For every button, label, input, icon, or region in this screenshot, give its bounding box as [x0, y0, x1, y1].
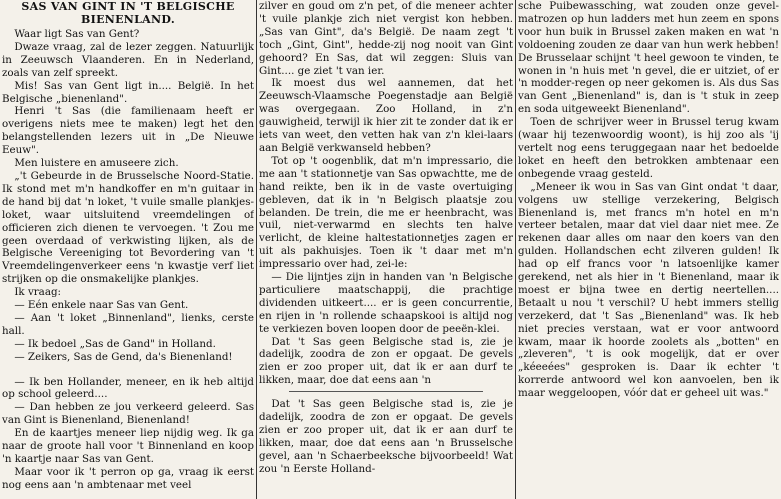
column-2 — [259, 0, 513, 499]
dialogue-line: — Aan 't loket „Binnenland", lienks, cerste hall. — [2, 311, 254, 337]
paragraph: Mis! Sas van Gent ligt in.... België. In het Belgische „bienenland". — [2, 79, 254, 105]
paragraph: Tot op 't oogenblik, dat m'n impressario, die me aan 't stationnetje van Sas opwachtte, me de hand reikte, ben ik in de vaste overtuiging gebleven, dat ik in 'n Belgisch plaatsje zou belanden. De trein, die me er heenbracht, was vuil, niet-verwarmd en slechts ten halve verlicht, de kleine haltestationnetjes zagen er uit als pakhuisjes. Toen ik 't daar met m'n impressario over had, zei-le: — [259, 154, 513, 271]
paragraph: Maar voor ik 't perron op ga, vraag ik eerst nog eens aan 'n ambtenaar met veel — [2, 465, 254, 491]
article-title-line-2: BIENENLAND. — [81, 13, 175, 26]
paragraph: „'t Gebeurde in de Brusselsche Noord-Statie. Ik stond met m'n handkoffer en m'n guitaar in de hand bij dat 'n loket, 't vuile smalle plankjes-loket, waar uitsluitend vreemdelingen of officieren zich dienen te vervoegen. 't Zou me geen overdaad of verkwisting lijken, als de Belgische Vereeniging tot Bevordering van 't Vreemdelingenverkeer eens 'n kwastje verf liet strijken op die onsmakelijke plankjes. — [2, 169, 254, 286]
paragraph: Ik moest dus wel aannemen, dat het Zeeuwsch-Vlaamsche Poegenstadje aan België was overgegaan. Zoo Holland, in z'n gauwigheid, terwijl ik hier zit te zonder dat ik er iets van weet, den vetten hak van z'n klei-laars aan België verkwanseld hebben? — [259, 77, 513, 154]
section-divider — [289, 391, 483, 392]
column-3 — [518, 0, 779, 499]
paragraph: En de kaartjes meneer liep nijdig weg. Ik ga naar de groote hall voor 't Binnenland en koop 'n kaartje naar Sas van Gent. — [2, 427, 254, 465]
dialogue-line: — Ik bedoel „Sas de Gand" in Holland. — [14, 337, 216, 350]
paragraph: Dat 't Sas geen Belgische stad is, zie je dadelijk, zoodra de zon er opgaat. De gevels zien er zoo proper uit, dat ik er aan durf te likken, maar, doe dat eens aan 'n — [259, 335, 513, 387]
column-divider — [256, 0, 257, 499]
paragraph: — Die lijntjes zijn in handen van 'n Belgische particuliere maatschappij, die prachtige dividenden uitkeert.... er is geen concurrentie, en rijen in 'n rollende schaapskooi is altijd nog te verkiezen boven loopen door de peeën-klei. — [259, 271, 513, 335]
paragraph: Dwaze vraag, zal de lezer zeggen. Natuurlijk in Zeeuwsch Vlaanderen. En in Nederland, zoals van zelf spreekt. — [2, 40, 254, 79]
dialogue-line: — Eén enkele naar Sas van Gent. — [14, 299, 189, 312]
column-1 — [2, 0, 254, 499]
dialogue-line: — Ik ben Hollander, meneer, en ik heb altijd op school geleerd.... — [2, 375, 254, 401]
paragraph: Dat 't Sas geen Belgische stad is, zie je dadelijk, zoodra de zon er opgaat. De gevels zien er zoo proper uit, dat ik er aan durf te likken, maar, doe dat eens aan 'n Brusselsche gevel, aan 'n Schaerbeeksche bijvoorbeeld! Wat zou 'n Eerste Holland- — [259, 398, 513, 475]
paragraph: sche Puibewassching, wat zouden onze gevel-matrozen op hun ladders met hun zeem en spons voor hun buik in Brussel zaken maken en wat 'n voldoening zouden ze daar van hun werk hebben! De Brusselaar schijnt 't heel gewoon te vinden, te wonen in 'n huis met 'n gevel, die er uitziet, of er 'n modder-regen op neer gekomen is. Als dus Sas van Gent „Bienenland" is, dan is 't stuk in zeep en soda uitgeweekt Bienenland". — [518, 0, 779, 116]
dialogue-line: — Zeikers, Sas de Gend, da's Bienenland! — [14, 350, 233, 363]
column-divider — [515, 0, 516, 499]
paragraph: Ik vraag: — [14, 286, 62, 299]
article-title-line-1: SAS VAN GINT IN 'T BELGISCHE — [21, 0, 235, 13]
dialogue-line: — Dan hebben ze jou verkeerd geleerd. Sas van Gint is Bienenland, Bienenland! — [2, 401, 254, 427]
paragraph: Toen de schrijver weer in Brussel terug kwam (waar hij tezenwoordig woont), is hij zoo als 'ij vertelt nog eens teruggegaan naar het bedoelde loket en heeft den betrokken ambtenaar een onbegende vraag gesteld. — [518, 116, 779, 180]
article-title — [2, 0, 254, 26]
paragraph: „Meneer ik wou in Sas van Gint ondat 't daar, volgens uw stellige verzekering, Belgisch Bienenland is, met francs m'n hotel en m'n verteer betalen, maar dat viel daar niet mee. Ze rekenen daar alles om naar den koers van den gulden. Hollandschen echt zilveren gulden! Ik had op elf francs voor 'n latsoenlijke kamer gerekend, net als hier in 't Bienenland, maar ik moest er bijna twee en dertig neertellen.... Betaalt u nou 't verschil? U hebt immers stellig verzekerd, dat 't Sas „Bienenland" was. Ik heb niet precies verstaan, wat er voor antwoord kwam, maar ik hoorde zoolets als „botten" en „zleveren", 't is ook mogelijk, dat er over „kéeeées" gesproken is. Daar ik echter 't korrerde antwoord wel kon aanvoelen, ben ik maar weggeloopen, vóór dat er geheel uit was." — [518, 180, 779, 400]
paragraph: Henri 't Sas (die familienaam heeft er overigens niets mee te maken) legt het den belangstellenden lezers uit in „De Nieuwe Eeuw". — [2, 105, 254, 157]
paragraph: zilver en goud om z'n pet, of die meneer achter 't vuile plankje zich niet vergist kon hebben. „Sas van Gint", da's België. De naam zegt 't toch „Gint, Gint", hedde-zij nog nooit van Gint gehoord? En Sas, dat wil zeggen: Sluis van Gint.... ge ziet 't van ier. — [259, 0, 513, 77]
paragraph: Men luistere en amuseere zich. — [14, 157, 179, 170]
paragraph: Waar ligt Sas van Gent? — [14, 28, 140, 40]
